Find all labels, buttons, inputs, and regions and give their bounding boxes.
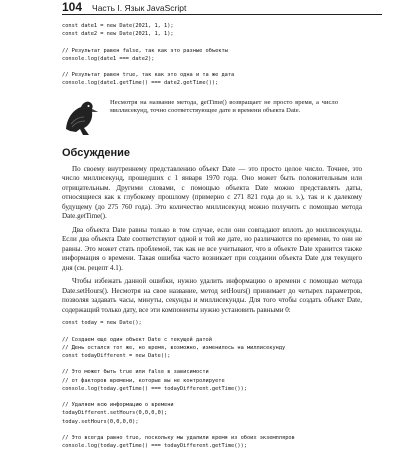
code-line: // Это может быть true или false в зависимости: [62, 369, 209, 376]
code-line: const date2 = new Date(2021, 1, 1);: [62, 31, 174, 38]
code-line: // от факторов времени, которые вы не контролируете: [62, 377, 225, 384]
body-paragraph: По своему внутреннему представлению объект Date — это просто целое число. Точнее, это число миллисекунд, прошедших с 1 января 1970 года. Оно может быть положительным или отрицательным. Другими словами, с помощью объекта Date можно представлять даты, относящиеся как к глубокому прошлому (примерно с 271 821 года до н. э.), так и к далекому будущему (до 275 760 года). Это количество миллисекунд можно получить с помощью метода Date.getTime().: [62, 164, 362, 221]
code-line: console.log(date1 === date2);: [62, 55, 155, 62]
page-number: 104: [62, 0, 83, 14]
code-line: console.log(today.getTime() === todayDifferent.getTime());: [62, 443, 247, 450]
code-line: today.setHours(0,0,0,0);: [62, 418, 139, 425]
running-head: Часть I. Язык JavaScript: [92, 3, 187, 13]
page-content: [62, 22, 362, 450]
code-line: // Удаляем всю информацию о времени: [62, 402, 174, 409]
code-line: // День остался тот же, но время, возможно, изменилось на миллисекунду: [62, 344, 286, 351]
code-block-top: [62, 22, 362, 88]
code-line: // Результат равен true, так как это одна и та же дата: [62, 72, 235, 79]
code-line: // Результат равен false, так как это разные объекты: [62, 47, 228, 54]
code-line: // Это всегда равно true, поскольку мы удалили время из обоих экземпляров: [62, 434, 295, 441]
body-paragraph: Два объекта Date равны только в том случае, если они совпадают вплоть до миллисекунды. Если два объекта Date соответствуют одной и той же дате, но различаются по времени, то они не равны. Это может стать проблемой, так как не все учитывают, что в объекте Date хранится также информация о времени. Такая ошибка часто возникает при создании объекта Date для текущего дня (см. рецепт 4.1).: [62, 225, 362, 272]
code-line: todayDifferent.setHours(0,0,0,0);: [62, 410, 168, 417]
page-header: [62, 0, 382, 15]
section-title: Обсуждение: [62, 146, 130, 159]
note-text: Несмотря на название метода, getTime() возвращает не просто время, а число миллисекунд, точно соответствующее дате и времени объекта Date.: [110, 98, 338, 115]
code-line: const today = new Date();: [62, 320, 142, 327]
code-block-bottom: [62, 319, 362, 450]
note-box: [62, 98, 362, 138]
code-line: const todayDifferent = new Date();: [62, 352, 171, 359]
code-line: // Создаем еще один объект Date с текущей датой: [62, 336, 212, 343]
body-paragraph: Чтобы избежать данной ошибки, нужно удалить информацию о времени с помощью метода Date.setHours(). Несмотря на свое название, метод setHours() принимает до четырех параметров, позволяя задавать часы, минуты, секунды и миллисекунды. Для того чтобы создать объект Date, содержащий только дату, все эти компоненты нужно установить равными 0:: [62, 277, 362, 314]
code-line: console.log(date1.getTime() === date2.getTime());: [62, 80, 219, 87]
code-line: const date1 = new Date(2021, 1, 1);: [62, 23, 174, 29]
raven-icon: [62, 98, 102, 138]
code-line: console.log(today.getTime() === todayDifferent.getTime());: [62, 385, 247, 392]
